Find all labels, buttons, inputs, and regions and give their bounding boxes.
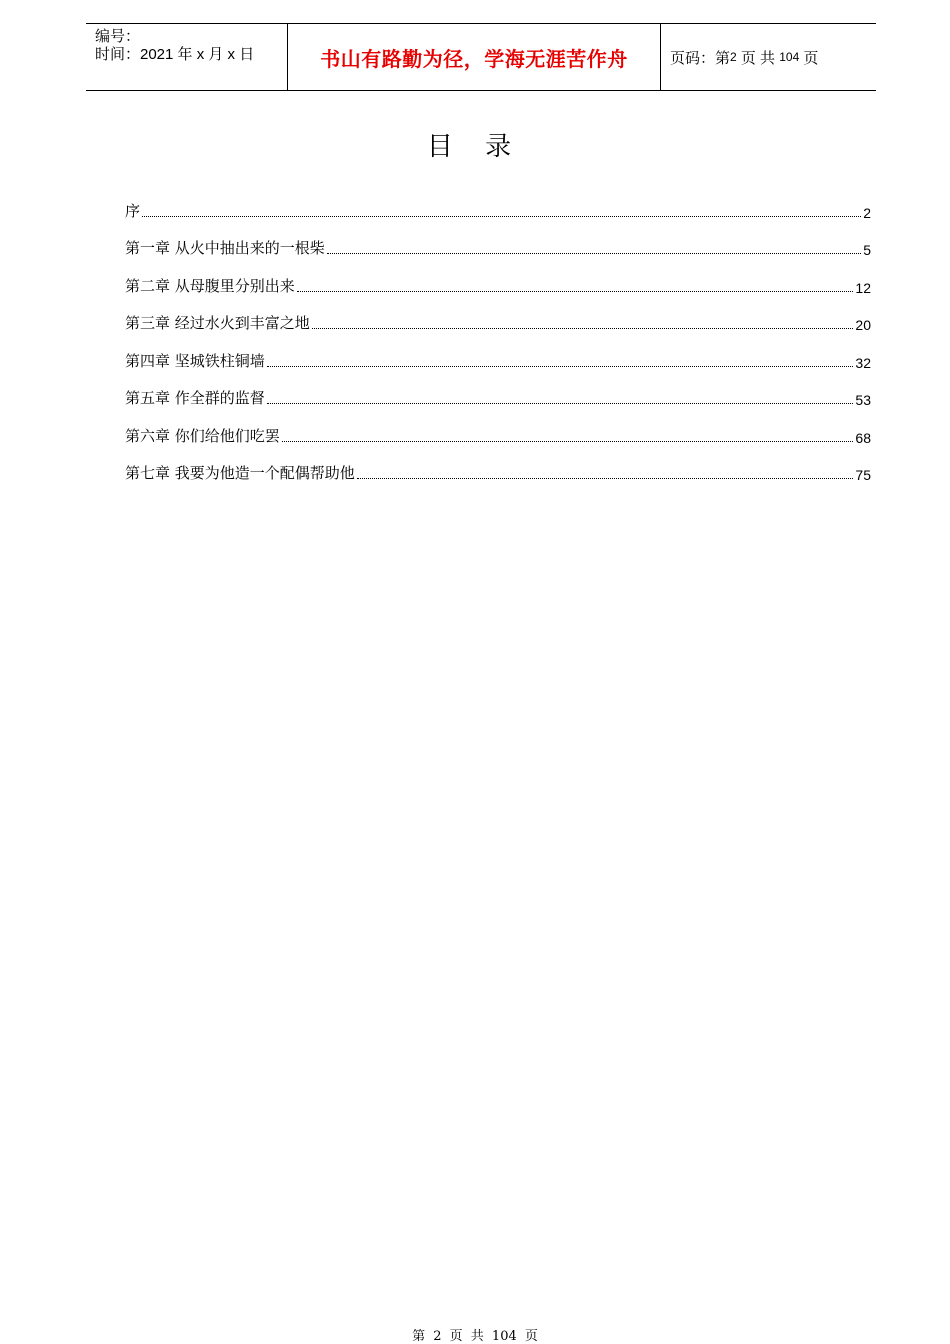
toc-entry[interactable] — [125, 371, 871, 409]
table-of-contents — [125, 183, 871, 483]
toc-entry[interactable] — [125, 408, 871, 446]
toc-entry-label: 第四章 坚城铁柱铜墙 — [125, 351, 265, 370]
toc-leader-dots — [267, 403, 854, 404]
toc-entry-page: 5 — [863, 242, 871, 258]
toc-leader-dots — [282, 441, 854, 442]
toc-entry[interactable] — [125, 183, 871, 221]
toc-entry-page: 20 — [855, 317, 871, 333]
toc-entry-label: 第七章 我要为他造一个配偶帮助他 — [125, 464, 355, 482]
toc-leader-dots — [267, 366, 854, 367]
header-meta — [86, 24, 287, 90]
header-page-info — [661, 24, 876, 90]
toc-entry-page: 32 — [855, 354, 871, 371]
toc-entry-page: 53 — [855, 392, 871, 408]
toc-title: 目 录 — [426, 132, 524, 162]
page-mid: 页 共 — [740, 49, 776, 67]
page-footer: 第 2 页 共 104 页 — [412, 1329, 538, 1344]
toc-entry[interactable] — [125, 296, 871, 334]
toc-leader-dots — [142, 216, 861, 217]
toc-leader-dots — [297, 291, 854, 292]
toc-leader-dots — [312, 328, 854, 329]
toc-entry-label: 序 — [125, 201, 141, 220]
toc-entry-label: 第五章 作全群的监督 — [125, 389, 265, 407]
toc-entry-label: 第二章 从母腹里分别出来 — [125, 276, 295, 295]
toc-entry[interactable] — [125, 446, 871, 484]
toc-entry-page: 68 — [855, 429, 871, 446]
page-suffix: 页 — [803, 49, 819, 67]
page-prefix: 页码：第 — [670, 49, 731, 67]
toc-entry-page: 2 — [863, 204, 871, 221]
toc-entry[interactable] — [125, 333, 871, 371]
page-total: 104 — [779, 50, 800, 64]
toc-entry-label: 第三章 经过水火到丰富之地 — [125, 314, 310, 332]
page-current: 2 — [730, 50, 737, 64]
toc-entry[interactable] — [125, 221, 871, 259]
toc-entry-page: 12 — [855, 279, 871, 296]
toc-entry[interactable] — [125, 258, 871, 296]
toc-leader-dots — [357, 478, 854, 479]
document-number-label: 编号： — [95, 28, 141, 45]
toc-entry-label: 第一章 从火中抽出来的一根柴 — [125, 239, 325, 257]
page-header — [86, 23, 876, 91]
toc-entry-page: 75 — [855, 467, 871, 483]
toc-entry-label: 第六章 你们给他们吃罢 — [125, 426, 280, 445]
document-time-label: 时间：2021 年 x 月 x 日 — [95, 46, 255, 63]
header-motto: 书山有路勤为径，学海无涯苦作舟 — [287, 24, 661, 90]
toc-leader-dots — [327, 253, 861, 254]
